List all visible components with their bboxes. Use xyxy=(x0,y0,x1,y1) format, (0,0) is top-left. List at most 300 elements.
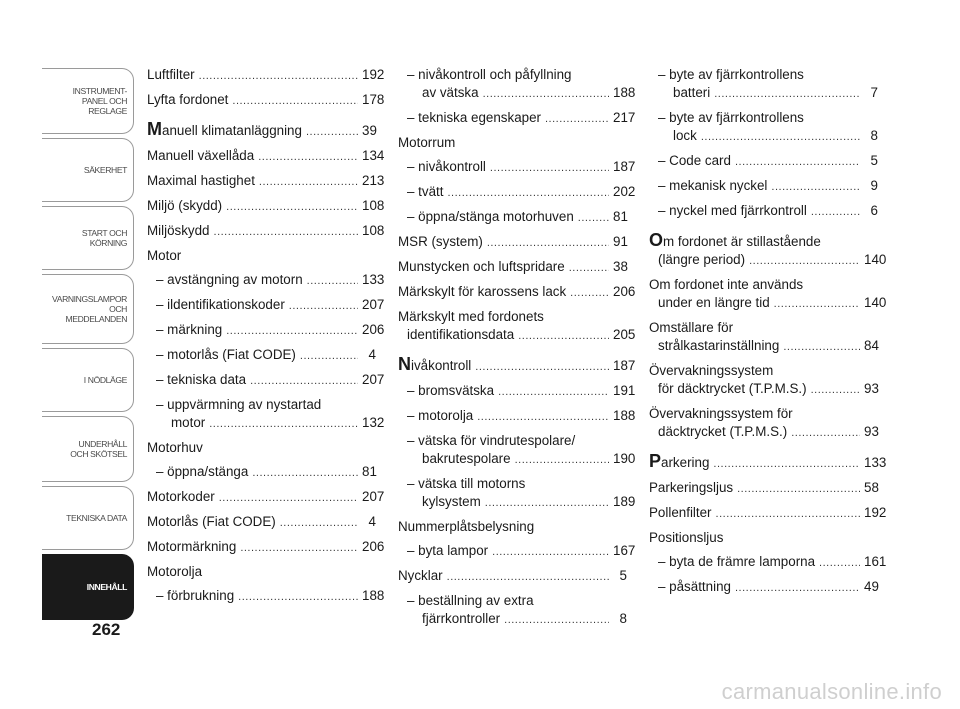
index-entry xyxy=(147,147,385,166)
entry-label: – mekanisk nyckel xyxy=(658,178,768,193)
tab-label: START OCH KÖRNING xyxy=(81,228,127,248)
leader-dots xyxy=(716,505,860,523)
page-ref[interactable]: 108 xyxy=(362,223,385,238)
index-entry xyxy=(649,578,878,597)
index-column-3 xyxy=(649,66,887,603)
entry-label: Nycklar xyxy=(398,568,443,583)
index-entry xyxy=(649,553,887,572)
entry-first-line xyxy=(649,362,878,380)
index-entry xyxy=(649,109,878,146)
tab-7[interactable] xyxy=(42,554,134,620)
tab-1[interactable] xyxy=(42,138,134,202)
entry-label: Motorlås (Fiat CODE) xyxy=(147,514,276,529)
entry-label: – Code card xyxy=(658,153,731,168)
index-entry xyxy=(649,177,878,196)
entry-first-text: – nivåkontroll och påfyllning xyxy=(407,67,572,82)
index-entry xyxy=(398,183,636,202)
index-entry xyxy=(147,439,376,457)
index-entry xyxy=(147,538,385,557)
entry-first-text: Märkskylt med fordonets xyxy=(398,309,544,324)
entry-label: Motorkoder xyxy=(147,489,215,504)
letter-initial: P xyxy=(649,451,662,471)
page-ref[interactable]: 167 xyxy=(613,543,636,558)
tab-6[interactable] xyxy=(42,486,134,550)
entry-label: – nivåkontroll xyxy=(407,159,486,174)
entry-label: MSR (system) xyxy=(398,234,483,249)
index-column-1 xyxy=(147,66,385,612)
index-entry xyxy=(147,371,385,390)
page-ref[interactable]: 132 xyxy=(362,415,385,430)
index-entry xyxy=(147,91,385,110)
entry-label: batteri xyxy=(673,85,711,100)
entry-label: Parkeringsljus xyxy=(649,480,734,495)
leader-dots xyxy=(490,159,609,177)
entry-label: Pollenfilter xyxy=(649,505,712,520)
entry-text xyxy=(147,66,195,84)
entry-text xyxy=(658,553,815,571)
entry-first-text: Om fordonet inte används xyxy=(649,277,804,292)
entry-text xyxy=(673,84,710,102)
tab-label: SÄKERHET xyxy=(83,165,127,175)
entry-text xyxy=(407,158,486,176)
entry-label: ivåkontroll xyxy=(411,358,472,373)
index-entry xyxy=(398,258,627,277)
index-entry xyxy=(398,382,636,401)
page-ref[interactable]: 207 xyxy=(362,372,385,387)
page-ref[interactable]: 206 xyxy=(362,322,385,337)
page-ref[interactable]: 39 xyxy=(362,123,377,138)
page-ref[interactable]: 188 xyxy=(613,85,636,100)
leader-dots xyxy=(240,539,358,557)
entry-first-line xyxy=(398,475,627,493)
index-entry xyxy=(398,567,627,586)
page-ref[interactable]: 93 xyxy=(864,424,879,439)
entry-label: Positionsljus xyxy=(649,530,724,545)
index-entry xyxy=(398,308,636,345)
entry-first-line xyxy=(398,66,627,84)
entry-text xyxy=(171,414,205,432)
entry-label: (längre period) xyxy=(658,252,746,267)
entry-first-line xyxy=(398,592,627,610)
index-entry xyxy=(398,475,636,512)
index-entry xyxy=(147,346,376,365)
leader-dots xyxy=(475,358,609,376)
leader-dots xyxy=(492,543,609,561)
index-entry xyxy=(147,587,385,606)
entry-text xyxy=(156,371,246,389)
index-entry xyxy=(147,296,385,315)
tab-4[interactable] xyxy=(42,348,134,412)
page-ref[interactable]: 84 xyxy=(864,338,879,353)
letter-initial: M xyxy=(147,119,162,139)
entry-label: Miljö (skydd) xyxy=(147,198,223,213)
index-entry xyxy=(147,463,376,482)
entry-first-line xyxy=(398,432,627,450)
page-ref[interactable]: 217 xyxy=(613,110,636,125)
index-entry xyxy=(398,432,636,469)
page-ref[interactable]: 188 xyxy=(613,408,636,423)
page-ref[interactable]: 188 xyxy=(362,588,385,603)
entry-label: för däcktrycket (T.P.M.S.) xyxy=(658,381,807,396)
entry-label: – förbrukning xyxy=(156,588,235,603)
entry-first-line xyxy=(649,319,878,337)
index-entry xyxy=(649,405,878,442)
page-ref[interactable]: 8 xyxy=(619,611,627,626)
index-entry xyxy=(398,592,627,629)
entry-label: motor xyxy=(171,415,206,430)
page-ref[interactable]: 133 xyxy=(362,272,385,287)
entry-text xyxy=(649,529,723,547)
entry-text xyxy=(147,172,255,190)
leader-dots xyxy=(518,327,609,345)
index-entry xyxy=(147,120,376,141)
entry-first-line xyxy=(649,405,878,423)
leader-dots xyxy=(714,85,860,103)
section-tabs xyxy=(42,68,134,624)
entry-first-text: m fordonet är stillastående xyxy=(663,234,821,249)
entry-label: Maximal hastighet xyxy=(147,173,255,188)
index-entry xyxy=(147,172,385,191)
entry-text xyxy=(147,147,254,165)
page-ref[interactable]: 38 xyxy=(613,259,628,274)
tab-5[interactable] xyxy=(42,416,134,482)
entry-text xyxy=(147,488,215,506)
leader-dots xyxy=(209,415,358,433)
index-entry xyxy=(398,233,627,252)
entry-label: – öppna/stänga xyxy=(156,464,249,479)
leader-dots xyxy=(735,579,860,597)
index-entry xyxy=(147,321,385,340)
page-ref[interactable]: 206 xyxy=(362,539,385,554)
entry-label: – tekniska egenskaper xyxy=(407,110,541,125)
entry-label: anuell klimatanläggning xyxy=(162,123,302,138)
entry-label: Miljöskydd xyxy=(147,223,210,238)
leader-dots xyxy=(578,209,609,227)
page-ref[interactable]: 5 xyxy=(619,568,627,583)
leader-dots xyxy=(226,198,358,216)
entry-label: – öppna/stänga motorhuven xyxy=(407,209,574,224)
entry-label: under en längre tid xyxy=(658,295,770,310)
entry-text xyxy=(147,538,236,556)
entry-label: identifikationsdata xyxy=(407,327,515,342)
index-entry xyxy=(147,513,376,532)
entry-text xyxy=(407,183,443,201)
entry-label: Motorrum xyxy=(398,135,456,150)
leader-dots xyxy=(545,110,609,128)
page-ref[interactable]: 5 xyxy=(870,153,878,168)
leader-dots xyxy=(791,424,860,442)
tab-0[interactable] xyxy=(42,68,134,134)
tab-label: TEKNISKA DATA xyxy=(66,513,127,523)
entry-label: – nyckel med fjärrkontroll xyxy=(658,203,807,218)
entry-text xyxy=(658,380,807,398)
tab-label: I NÖDLÄGE xyxy=(83,375,127,385)
page-ref[interactable]: 4 xyxy=(368,514,376,529)
leader-dots xyxy=(504,611,609,629)
entry-text xyxy=(398,355,471,375)
entry-text xyxy=(156,587,234,605)
entry-label: Munstycken och luftspridare xyxy=(398,259,565,274)
index-entry xyxy=(398,109,636,128)
page-ref[interactable]: 207 xyxy=(362,489,385,504)
leader-dots xyxy=(289,297,358,315)
page-ref[interactable]: 8 xyxy=(870,128,878,143)
page-ref[interactable]: 58 xyxy=(864,480,879,495)
entry-text xyxy=(407,109,541,127)
tab-label: UNDERHÅLL OCH SKÖTSEL xyxy=(70,439,127,459)
entry-text xyxy=(658,251,745,269)
entry-label: Motorolja xyxy=(147,564,203,579)
entry-label: Märkskylt för karossens lack xyxy=(398,284,567,299)
leader-dots xyxy=(774,295,860,313)
index-entry xyxy=(398,407,636,426)
leader-dots xyxy=(280,514,358,532)
entry-label: – påsättning xyxy=(658,579,731,594)
page-ref[interactable]: 178 xyxy=(362,92,385,107)
tab-label: INSTRUMENT- PANEL OCH REGLAGE xyxy=(72,86,127,116)
page-ref[interactable]: 140 xyxy=(864,252,887,267)
page-ref[interactable]: 205 xyxy=(613,327,636,342)
tab-3[interactable] xyxy=(42,274,134,344)
page-ref[interactable]: 108 xyxy=(362,198,385,213)
entry-label: fjärrkontroller xyxy=(422,611,501,626)
entry-text xyxy=(658,177,767,195)
letter-initial: O xyxy=(649,230,664,250)
index-entry xyxy=(649,202,878,221)
entry-label: kylsystem xyxy=(422,494,481,509)
page-ref[interactable]: 191 xyxy=(613,383,636,398)
entry-label: – tvätt xyxy=(407,184,444,199)
entry-text xyxy=(422,450,511,468)
entry-text xyxy=(649,504,712,522)
leader-dots xyxy=(811,203,860,221)
index-entry xyxy=(147,247,376,265)
leader-dots xyxy=(811,381,860,399)
index-entry xyxy=(649,362,878,399)
entry-label: av vätska xyxy=(422,85,479,100)
leader-dots xyxy=(258,148,358,166)
entry-label: – märkning xyxy=(156,322,223,337)
index-entry xyxy=(649,276,887,313)
index-entry xyxy=(649,66,878,103)
entry-label: Nummerplåtsbelysning xyxy=(398,519,535,534)
entry-first-line xyxy=(649,109,878,127)
page-ref[interactable]: 134 xyxy=(362,148,385,163)
entry-label: – motorolja xyxy=(407,408,474,423)
entry-label: Motorhuv xyxy=(147,440,203,455)
page-ref[interactable]: 187 xyxy=(613,358,636,373)
entry-label: – ildentifikationskoder xyxy=(156,297,285,312)
leader-dots xyxy=(737,480,860,498)
page-ref[interactable]: 133 xyxy=(864,455,887,470)
entry-label: – motorlås (Fiat CODE) xyxy=(156,347,296,362)
entry-label: Motor xyxy=(147,248,182,263)
entry-label: Luftfilter xyxy=(147,67,195,82)
entry-first-text: – uppvärmning av nystartad xyxy=(156,397,322,412)
entry-first-line xyxy=(649,276,878,294)
index-entry xyxy=(649,479,878,498)
entry-label: bakrutespolare xyxy=(422,451,511,466)
page-ref[interactable]: 207 xyxy=(362,297,385,312)
leader-dots xyxy=(447,184,609,202)
entry-first-text: – byte av fjärrkontrollens xyxy=(658,67,804,82)
entry-text xyxy=(156,321,222,339)
entry-first-text: – byte av fjärrkontrollens xyxy=(658,110,804,125)
index-entry xyxy=(649,451,887,473)
leader-dots xyxy=(226,322,358,340)
entry-label: – byta de främre lamporna xyxy=(658,554,816,569)
page-ref[interactable]: 202 xyxy=(613,184,636,199)
entry-text xyxy=(407,542,488,560)
entry-text xyxy=(398,518,534,536)
leader-dots xyxy=(735,153,860,171)
entry-text xyxy=(147,513,276,531)
entry-label: däcktrycket (T.P.M.S.) xyxy=(658,424,788,439)
entry-text xyxy=(398,567,443,585)
entry-text xyxy=(147,222,210,240)
tab-2[interactable] xyxy=(42,206,134,270)
page-ref[interactable]: 6 xyxy=(870,203,878,218)
entry-first-line xyxy=(398,308,627,326)
entry-text xyxy=(407,326,514,344)
entry-label: – tekniska data xyxy=(156,372,247,387)
index-entry xyxy=(147,488,385,507)
page-ref[interactable]: 4 xyxy=(368,347,376,362)
entry-text xyxy=(407,208,574,226)
index-entry xyxy=(398,158,636,177)
leader-dots xyxy=(498,383,609,401)
page-ref[interactable]: 213 xyxy=(362,173,385,188)
leader-dots xyxy=(487,234,609,252)
entry-first-line xyxy=(649,66,878,84)
entry-first-line xyxy=(147,396,376,414)
letter-initial: N xyxy=(398,354,411,374)
leader-dots xyxy=(701,128,860,146)
entry-label: – byta lampor xyxy=(407,543,489,558)
index-entry xyxy=(649,319,878,356)
page-ref[interactable]: 190 xyxy=(613,451,636,466)
entry-text xyxy=(407,407,473,425)
page-ref[interactable]: 192 xyxy=(864,505,887,520)
entry-text xyxy=(156,346,296,364)
page-number: 262 xyxy=(92,620,121,639)
entry-label: lock xyxy=(673,128,697,143)
index-entry xyxy=(147,396,385,433)
page-ref[interactable]: 140 xyxy=(864,295,887,310)
page-ref[interactable]: 81 xyxy=(613,209,628,224)
index-entry xyxy=(147,197,385,216)
entry-label: Motormärkning xyxy=(147,539,237,554)
leader-dots xyxy=(771,178,860,196)
index-entry xyxy=(398,542,636,561)
index-entry xyxy=(649,504,887,523)
entry-text xyxy=(147,120,302,140)
page-ref[interactable]: 7 xyxy=(870,85,878,100)
leader-dots xyxy=(819,554,860,572)
leader-dots xyxy=(569,259,609,277)
entry-text xyxy=(398,258,565,276)
index-entry xyxy=(649,230,887,270)
tab-label: INNEHÅLL xyxy=(86,582,127,592)
page-ref[interactable]: 161 xyxy=(864,554,887,569)
entry-text xyxy=(147,197,222,215)
leader-dots xyxy=(219,489,358,507)
leader-dots xyxy=(713,455,860,473)
page-ref[interactable]: 9 xyxy=(870,178,878,193)
page-ref[interactable]: 81 xyxy=(362,464,377,479)
index-entry xyxy=(398,66,636,103)
leader-dots xyxy=(447,568,609,586)
page-ref[interactable]: 91 xyxy=(613,234,628,249)
leader-dots xyxy=(570,284,609,302)
index-entry xyxy=(398,354,636,376)
index-entry xyxy=(398,283,636,302)
entry-text xyxy=(422,610,500,628)
page-ref[interactable]: 192 xyxy=(362,67,385,82)
entry-first-text: – vätska för vindrutespolare/ xyxy=(407,433,576,448)
entry-first-text: – beställning av extra xyxy=(407,593,534,608)
entry-label: – bromsvätska xyxy=(407,383,495,398)
entry-text xyxy=(658,337,779,355)
entry-text xyxy=(422,493,481,511)
watermark: carmanualsonline.info xyxy=(721,679,942,704)
entry-label: arkering xyxy=(661,455,710,470)
page-ref[interactable]: 206 xyxy=(613,284,636,299)
entry-label: Lyfta fordonet xyxy=(147,92,229,107)
entry-text xyxy=(147,439,203,457)
page-ref[interactable]: 187 xyxy=(613,159,636,174)
entry-text xyxy=(422,84,479,102)
entry-text xyxy=(658,423,787,441)
entry-first-text: Omställare för xyxy=(649,320,734,335)
entry-text xyxy=(658,152,731,170)
index-entry xyxy=(649,529,878,547)
leader-dots xyxy=(749,252,860,270)
leader-dots xyxy=(238,588,358,606)
entry-text xyxy=(147,247,181,265)
entry-text xyxy=(649,479,733,497)
leader-dots xyxy=(477,408,609,426)
entry-text xyxy=(398,233,483,251)
page-ref[interactable]: 189 xyxy=(613,494,636,509)
leader-dots xyxy=(252,464,358,482)
entry-text xyxy=(658,578,731,596)
entry-first-text: – vätska till motorns xyxy=(407,476,526,491)
entry-text xyxy=(156,271,303,289)
entry-label: – avstängning av motorn xyxy=(156,272,303,287)
leader-dots xyxy=(515,451,609,469)
leader-dots xyxy=(259,173,358,191)
leader-dots xyxy=(307,272,358,290)
tab-label: VARNINGSLAMPOR OCH MEDDELANDEN xyxy=(52,294,127,324)
entry-first-line xyxy=(649,231,878,251)
page-ref[interactable]: 93 xyxy=(864,381,879,396)
entry-label: strålkastarinställning xyxy=(658,338,780,353)
leader-dots xyxy=(250,372,358,390)
entry-text xyxy=(156,463,248,481)
entry-text xyxy=(398,283,566,301)
entry-text xyxy=(658,202,807,220)
entry-label: Manuell växellåda xyxy=(147,148,255,163)
index-entry xyxy=(398,518,627,536)
leader-dots xyxy=(783,338,860,356)
index-entry xyxy=(398,208,627,227)
entry-text xyxy=(658,294,770,312)
entry-text xyxy=(147,563,202,581)
leader-dots xyxy=(485,494,609,512)
page-ref[interactable]: 49 xyxy=(864,579,879,594)
entry-text xyxy=(673,127,697,145)
